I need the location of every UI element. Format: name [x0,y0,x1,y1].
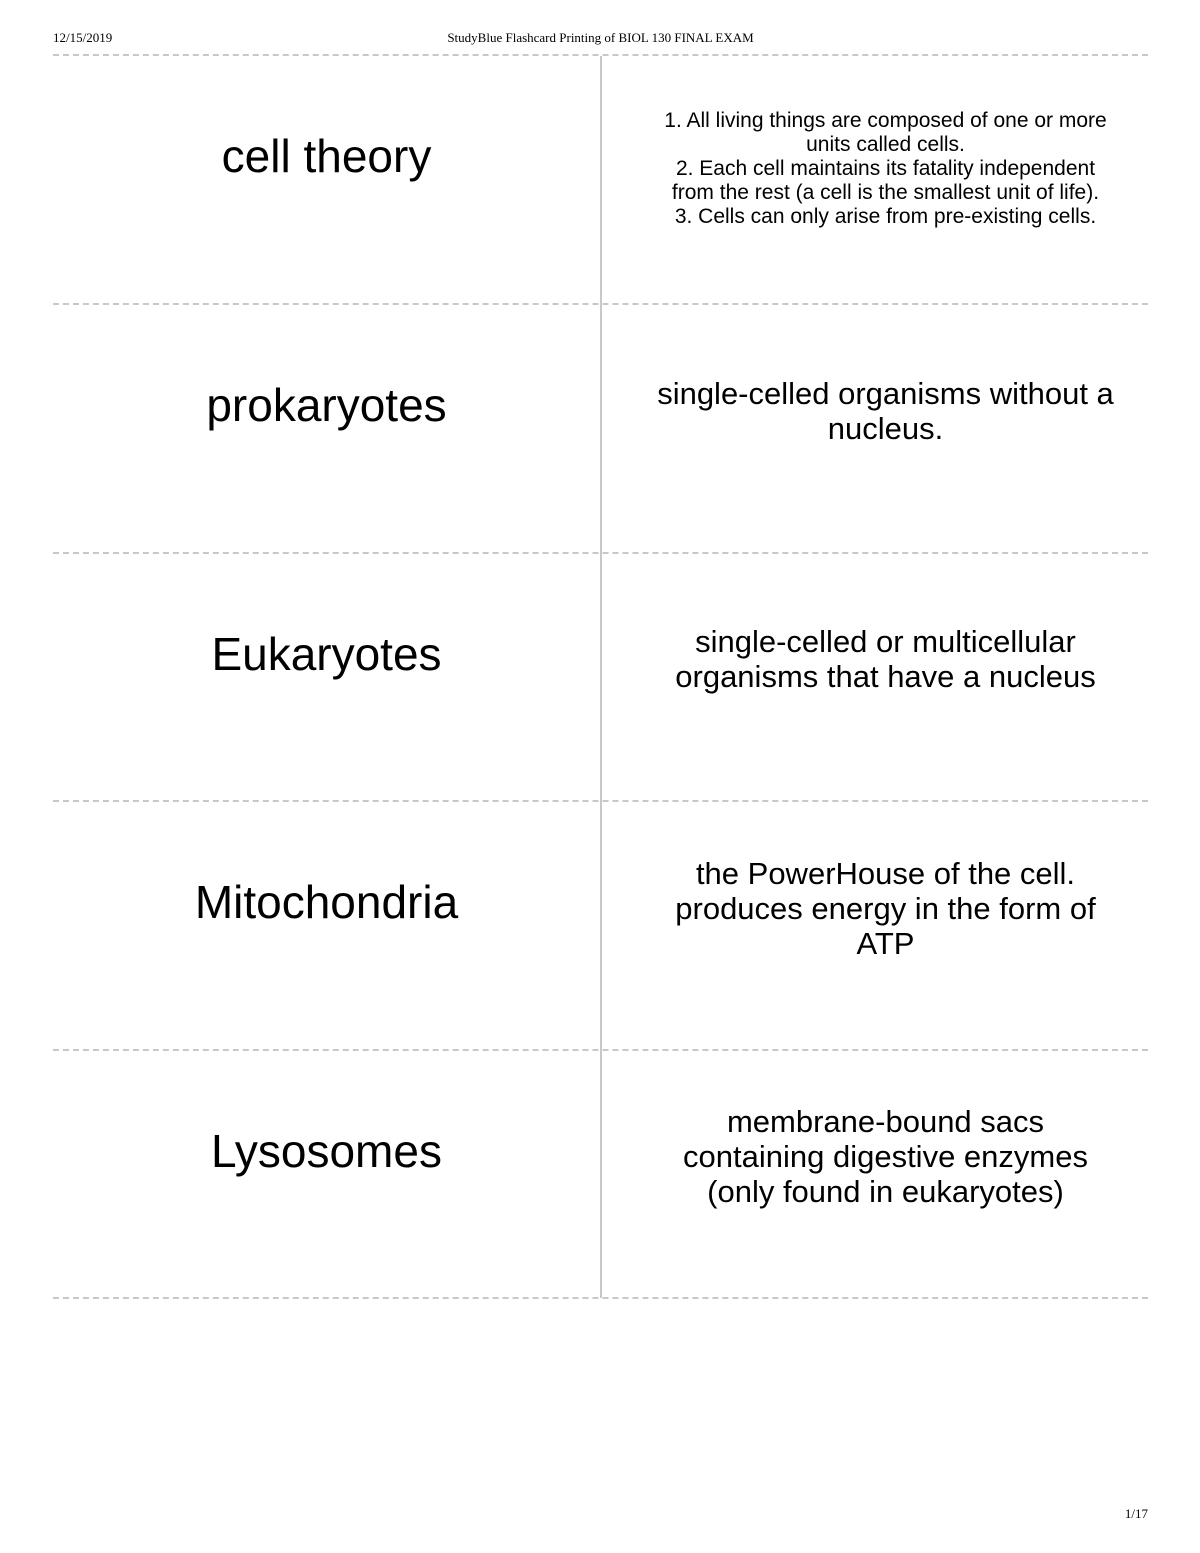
definition-line: organisms that have a nucleus [675,659,1096,694]
definition-line: 3. Cells can only arise from pre-existing cells. [674,205,1097,228]
card-definition [613,376,1158,446]
definition-line: (only found in eukaryotes) [707,1174,1064,1209]
definition-line: produces energy in the form of [675,891,1096,926]
flashcard [53,554,1148,802]
flashcard [53,56,1148,304]
definition-line: 1. All living things are composed of one or more [664,109,1107,132]
flashcard [53,305,1148,553]
document-title: StudyBlue Flashcard Printing of BIOL 130 FINAL EXAM [447,30,754,45]
definition-line: ATP [856,926,915,961]
card-term: Eukaryotes [211,628,442,680]
card-definition [613,856,1158,961]
definition-line: the PowerHouse of the cell. [695,856,1076,891]
card-term: prokaryotes [206,379,447,431]
card-term: cell theory [221,130,432,182]
card-definition [613,1104,1158,1209]
card-term: Mitochondria [194,876,459,928]
card-definition [613,624,1158,694]
page-number: 1/17 [1124,1506,1148,1521]
definition-line: containing digestive enzymes [683,1139,1088,1174]
definition-line: from the rest (a cell is the smallest unit of life). [671,181,1100,204]
definition-line: 2. Each cell maintains its fatality independent [675,157,1096,180]
definition-line: membrane-bound sacs [726,1104,1045,1139]
definition-line: nucleus. [827,411,944,446]
flashcard [53,802,1148,1050]
card-term: Lysosomes [211,1125,442,1177]
definition-line: single-celled organisms without a [657,376,1114,411]
flashcard [53,1051,1148,1299]
card-definition [623,109,1148,229]
definition-line: single-celled or multicellular [695,624,1076,659]
definition-line: units called cells. [806,133,965,156]
print-date: 12/15/2019 [53,30,113,45]
page-header [53,30,1148,50]
